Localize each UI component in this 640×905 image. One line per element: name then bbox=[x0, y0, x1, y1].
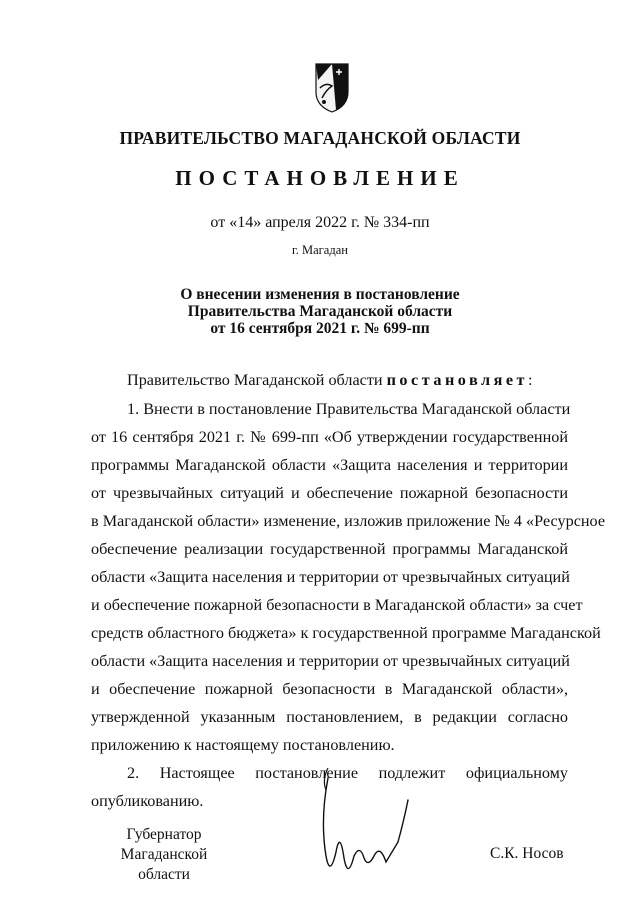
position-line: Губернатор bbox=[126, 826, 202, 843]
p1-line: от 16 сентября 2021 г. № 699-пп «Об утверждении государственной bbox=[91, 428, 568, 446]
government-title: ПРАВИТЕЛЬСТВО МАГАДАНСКОЙ ОБЛАСТИ bbox=[119, 128, 521, 148]
p1-line: 1. Внести в постановление Правительства Магаданской области bbox=[127, 400, 571, 418]
document-city: г. Магадан bbox=[292, 243, 348, 257]
document-subject bbox=[0, 286, 640, 337]
p1-line: программы Магаданской области «Защита населения и территории bbox=[91, 456, 568, 474]
subject-line: Правительства Магаданской области bbox=[187, 303, 453, 320]
p1-line: и обеспечение пожарной безопасности в Магаданской области» за счет bbox=[91, 596, 583, 614]
p2-line: 2. Настоящее постановление подлежит официальному bbox=[127, 764, 568, 782]
handwritten-signature bbox=[314, 760, 424, 890]
coat-of-arms-emblem bbox=[302, 58, 358, 114]
p1-line: приложению к настоящему постановлению. bbox=[91, 736, 395, 754]
p1-line: обеспечение реализации государственной программы Магаданской bbox=[91, 540, 568, 558]
p1-line: утвержденной указанным постановлением, в редакции согласно bbox=[91, 708, 568, 726]
document-type: ПОСТАНОВЛЕНИЕ bbox=[175, 166, 465, 190]
intro-text: Правительство Магаданской области bbox=[127, 371, 387, 389]
signatory-position bbox=[94, 825, 234, 885]
subject-line: от 16 сентября 2021 г. № 699-пп bbox=[210, 320, 430, 337]
p1-line: от чрезвычайных ситуаций и обеспечение пожарной безопасности bbox=[91, 484, 568, 502]
p2-line: опубликованию. bbox=[91, 792, 204, 810]
position-line: Магаданской области bbox=[120, 846, 208, 883]
p1-line: средств областного бюджета» к государственной программе Магаданской bbox=[91, 624, 601, 642]
intro-line bbox=[127, 369, 568, 391]
p1-line: в Магаданской области» изменение, изложив приложение № 4 «Ресурсное bbox=[91, 512, 606, 530]
p1-line: области «Защита населения и территории от чрезвычайных ситуаций bbox=[91, 568, 570, 586]
intro-spaced-word: постановляет bbox=[386, 371, 528, 389]
p1-line: области «Защита населения и территории от чрезвычайных ситуаций bbox=[91, 652, 570, 670]
intro-colon: : bbox=[527, 371, 533, 389]
signatory-name: С.К. Носов bbox=[490, 845, 564, 862]
p1-line: и обеспечение пожарной безопасности в Магаданской области», bbox=[91, 680, 568, 698]
document-date-number: от «14» апреля 2022 г. № 334-пп bbox=[210, 214, 430, 231]
subject-line: О внесении изменения в постановление bbox=[180, 286, 460, 303]
